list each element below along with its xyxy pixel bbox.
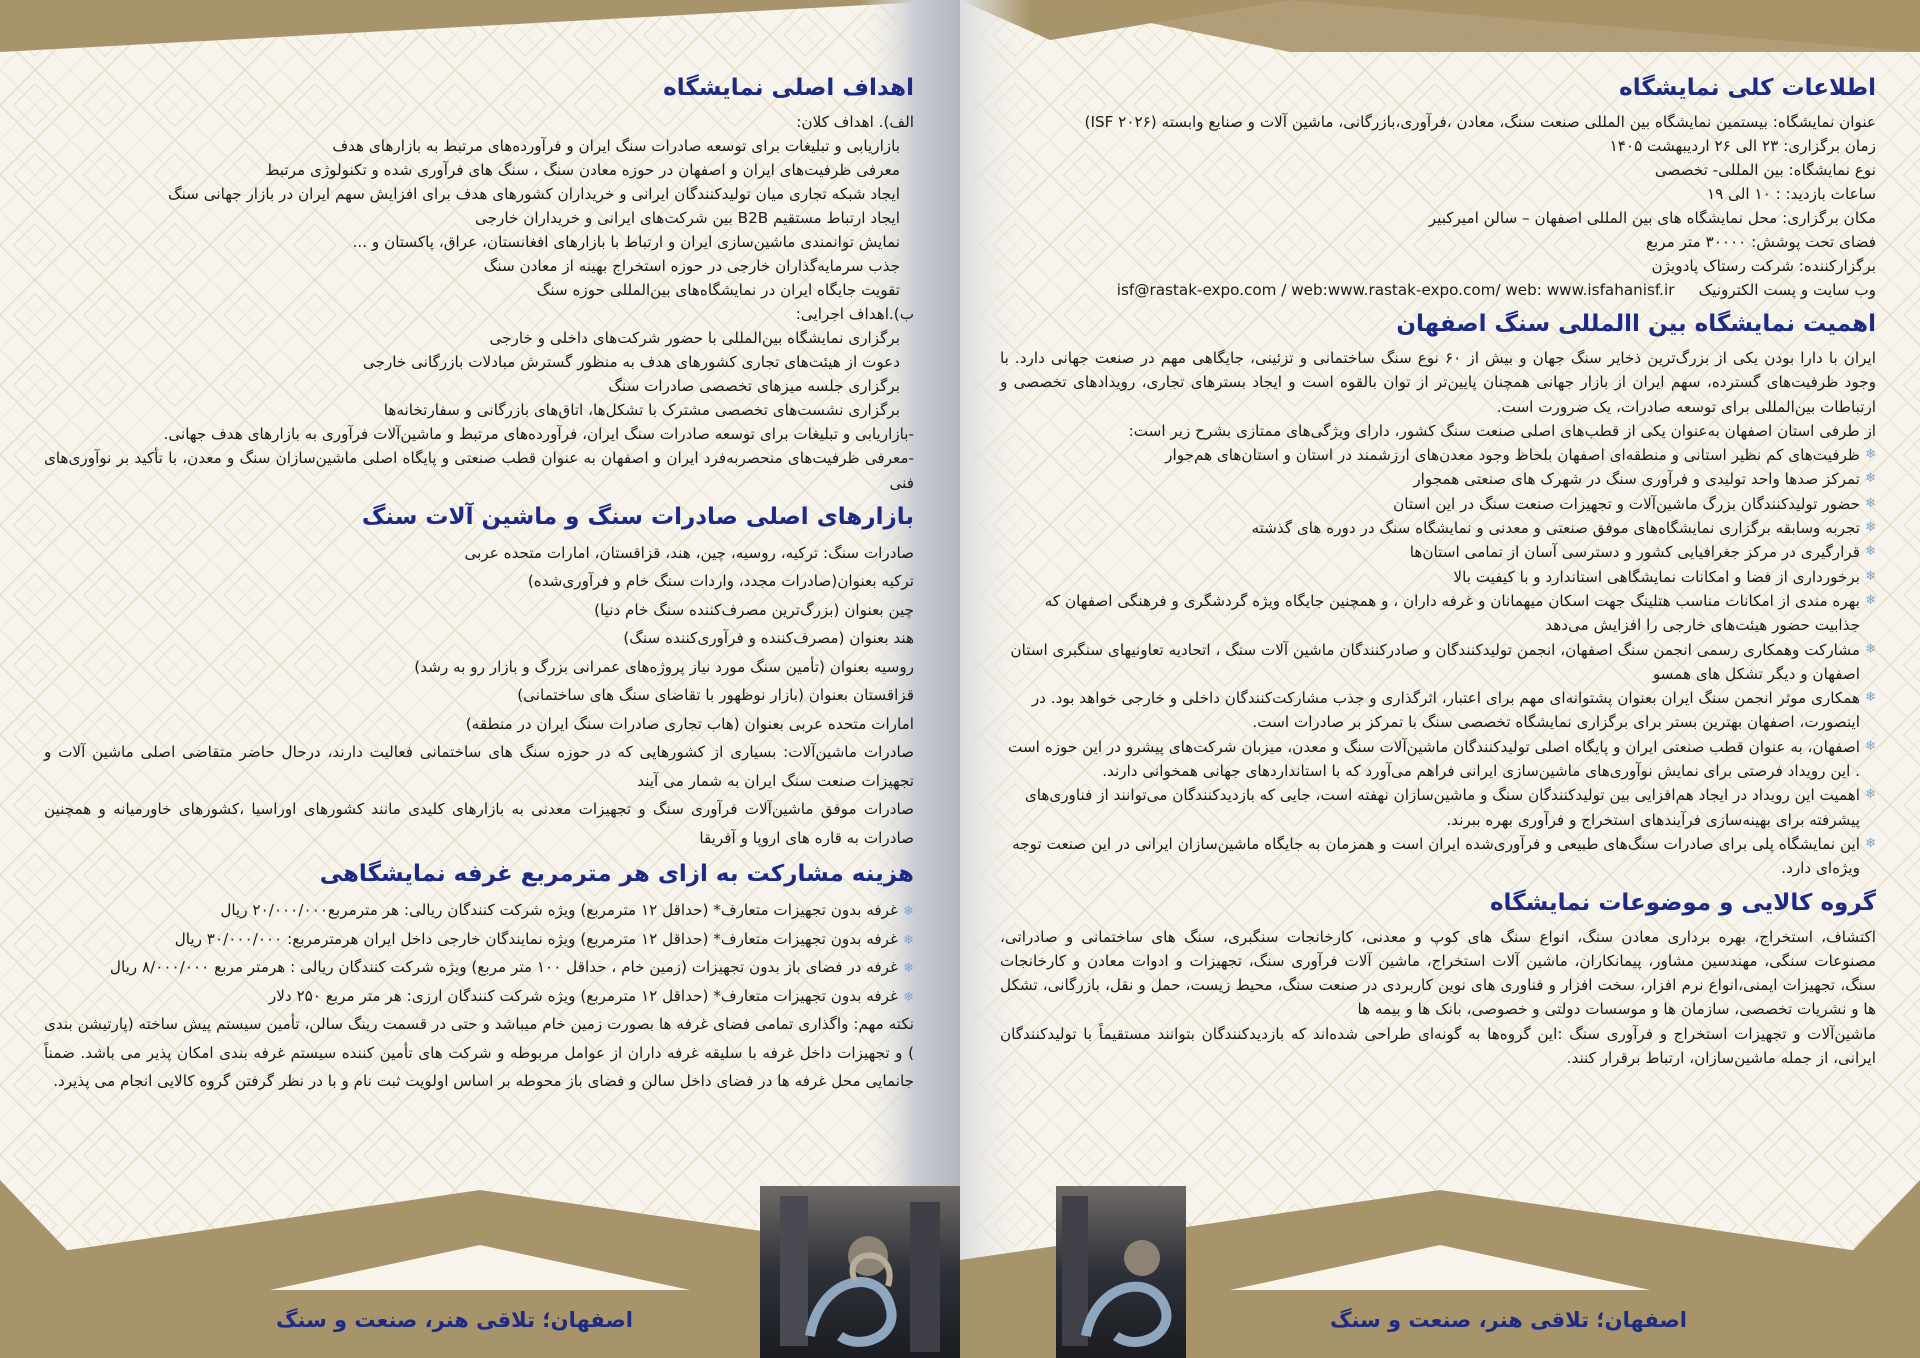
- market-line: امارات متحده عربی بعنوان (هاب تجاری صادرات سنگ ایران در منطقه): [465, 714, 914, 733]
- executive-goals-title: ب).اهداف اجرایی:: [795, 305, 914, 323]
- snowflake-bullet-icon: ❄: [1865, 835, 1876, 851]
- web-email-links[interactable]: isf@rastak-expo.com / web:www.rastak-expo.com/ web: www.isfahanisf.ir: [1116, 281, 1675, 299]
- snowflake-bullet-icon: ❄: [903, 904, 914, 920]
- macro-goal-item: جذب سرمایه‌گذاران خارجی در حوزه استخراج بهینه از معادن سنگ: [483, 257, 900, 275]
- info-area-line: فضای تحت پوشش: ۳۰۰۰۰ متر مربع: [1645, 233, 1876, 251]
- web-label: وب سایت و پست الکترونیک: [1698, 281, 1876, 299]
- executive-goal-item: برگزاری نشست‌های تخصصی مشترک با تشکل‌ها، اتاق‌های بازرگانی و سفارتخانه‌ها: [383, 401, 900, 419]
- goals-heading: اهداف اصلی نمایشگاه: [663, 75, 914, 101]
- fee-item: ❄ غرفه بدون تجهیزات متعارف* (حداقل ۱۲ مترمربع) ویژه شرکت کنندگان ریالی: هر مترمربع۲۰/۰۰۰/۰۰۰ ریال: [44, 896, 914, 925]
- importance-bullet: ❄ اصفهان، به عنوان قطب صنعتی ایران و پایگاه اصلی تولیدکنندگان ماشین‌آلات سنگ و معدن، میزبان شرکت‌های پیشرو در این حوزه است . این رویداد فرصتی برای نمایش نوآوری‌های ماشین‌سازی ایرانی فراهم می‌آورد که با استانداردهای جهانی همخوانی دارند.: [1000, 735, 1876, 784]
- info-hours-line: ساعات بازدید: : ۱۰ الی ۱۹: [1706, 185, 1876, 203]
- info-date-line: زمان برگزاری: ۲۳ الی ۲۶ اردیبهشت ۱۴۰۵: [1609, 137, 1876, 155]
- macro-goal-item: ایجاد شبکه تجاری میان تولیدکنندگان ایرانی و خریداران کشورهای هدف برای افزایش سهم ایران در بازار جهانی سنگ: [168, 185, 900, 203]
- successful-export-text: صادرات موفق ماشین‌آلات فرآوری سنگ و تجهیزات معدنی به بازارهای کلیدی مانند کشورهای اوراسیا ،کشورهای خاورمیانه و همچنین صادرات به قاره های اروپا و آفریقا: [44, 800, 914, 847]
- snowflake-bullet-icon: ❄: [1865, 568, 1876, 584]
- market-line: هند بعنوان (مصرف‌کننده و فرآوری‌کننده سنگ): [623, 629, 914, 648]
- tagline-right: اصفهان؛ تلاقی هنر، صنعت و سنگ: [1330, 1308, 1687, 1332]
- importance-bullet: ❄ این نمایشگاه پلی برای صادرات سنگ‌های طبیعی و فرآوری‌شده ایران است و همزمان به جایگاه ماشین‌سازان ایرانی در این صنعت توجه ویژه‌ای دارد.: [1000, 832, 1876, 881]
- important-note: نکته مهم: واگذاری تمامی فضای غرفه ها بصورت زمین خام میباشد و حتی در قسمت رینگ سالن، تأمین سیستم پیش ساخته (پارتیشن بندی ) و تجهیزات داخل غرفه با سلیقه غرفه داران از عوامل مربوطه و شرکت های تأمین کننده سیستم غرفه بندی امکان پذیر می باشد. ضمناً جانمایی محل غرفه ها در فضای داخل سالن و فضای باز محوطه بر اساس اولویت ثبت نام و با در نظر گرفتن گروه کالایی انجام می پذیرد.: [44, 1015, 914, 1091]
- snowflake-bullet-icon: ❄: [1865, 738, 1876, 754]
- fee-item: ❄ غرفه در فضای باز بدون تجهیزات (زمین خام ، حداقل ۱۰۰ متر مربع) ویژه شرکت کنندگان ریالی : هرمتر مربع ۸/۰۰۰/۰۰۰ ریال: [44, 953, 914, 982]
- market-line: صادرات سنگ: ترکیه، روسیه، چین، هند، قزاقستان، امارات متحده عربی: [464, 543, 914, 562]
- macro-goal-item: بازاریابی و تبلیغات برای توسعه صادرات سنگ ایران و فرآورده‌های مرتبط به بازارهای هدف: [332, 137, 900, 155]
- importance-bullet: ❄ بهره مندی از امکانات مناسب هتلینگ جهت اسکان میهمانان و غرفه داران ، و همچنین جایگاه ویژه گردشگری و فرهنگی اصفهان که جذابیت حضور هیئت‌های خارجی را افزایش می‌دهد: [1000, 589, 1876, 638]
- left-panel: [44, 72, 914, 1102]
- market-line: ترکیه بعنوان(صادرات مجدد، واردات سنگ خام و فرآوری‌شده): [527, 572, 914, 591]
- importance-intro: ایران با دارا بودن یکی از بزرگ‌ترین ذخایر سنگ جهان و بیش از ۶۰ نوع سنگ ساختمانی و تزئینی، جایگاهی مهم در صنعت جهانی دارد. با وجود ظرفیت‌های گسترده، سهم ایران از بازار جهانی همچنان پایین‌تر از توان بالقوه است و ایجاد بسترهای تجاری، رویدادهای تخصصی و ارتباطات بین‌المللی برای توسعه صادرات، یک ضرورت است.: [1000, 349, 1876, 416]
- markets-section: [44, 501, 914, 853]
- executive-goal-item: دعوت از هیئت‌های تجاری کشورهای هدف به منظور گسترش مبادلات بازرگانی خارجی: [362, 353, 900, 371]
- goals-section: [44, 72, 914, 495]
- importance-bullet: ❄ همکاری موثر انجمن سنگ ایران بعنوان پشتوانه‌ای مهم برای اعتبار، اثرگذاری و جذب مشارکت‌کنندگان داخلی و خارجی خواهد بود. در اینصورت، اصفهان بهترین بستر برای برگزاری نمایشگاه تخصصی سنگ با تمرکز بر صادرات است.: [1000, 686, 1876, 735]
- fee-item: ❄ غرفه بدون تجهیزات متعارف* (حداقل ۱۲ مترمربع) ویژه نمایندگان خارجی داخل ایران هرمترمربع: ۳۰/۰۰۰/۰۰۰ ریال: [44, 925, 914, 954]
- snowflake-bullet-icon: ❄: [903, 932, 914, 948]
- importance-bullet: ❄ تجربه وسابقه برگزاری نمایشگاه‌های موفق صنعتی و معدنی و نمایشگاه سنگ در دوره های گذشته: [1000, 516, 1876, 540]
- stone-artwork-image-left: [760, 1186, 960, 1358]
- macro-goal-item: تقویت جایگاه ایران در نمایشگاه‌های بین‌المللی حوزه سنگ: [536, 281, 900, 299]
- product-groups-section: [1000, 887, 1876, 1071]
- importance-heading: اهمیت نمایشگاه بین االمللی سنگ اصفهان: [1396, 311, 1876, 337]
- general-info-heading: اطلاعات کلی نمایشگاه: [1619, 75, 1876, 101]
- executive-goal-item: برگزاری جلسه میزهای تخصصی صادرات سنگ: [608, 377, 900, 395]
- snowflake-bullet-icon: ❄: [1865, 544, 1876, 560]
- snowflake-bullet-icon: ❄: [1865, 471, 1876, 487]
- snowflake-bullet-icon: ❄: [1865, 447, 1876, 463]
- market-line: چین بعنوان (بزرگ‌ترین مصرف‌کننده سنگ خام دنیا): [594, 600, 914, 619]
- macro-goal-item: ایجاد ارتباط مستقیم B2B بین شرکت‌های ایرانی و خریداران خارجی: [475, 209, 900, 227]
- right-panel: [1000, 72, 1876, 1076]
- machines-export-text: صادرات ماشین‌آلات: بسیاری از کشورهایی که در حوزه سنگ های ساختمانی فعالیت دارند، درحال حاضر متقاضی اصلی ماشین آلات و تجهیزات صنعت سنگ ایران به شمار می آیند: [44, 743, 914, 790]
- snowflake-bullet-icon: ❄: [1865, 592, 1876, 608]
- snowflake-bullet-icon: ❄: [903, 989, 914, 1005]
- info-organizer-line: برگزارکننده: شرکت رستاک پادویژن: [1651, 257, 1876, 275]
- macro-goals-title: الف). اهداف کلان:: [796, 113, 914, 131]
- importance-bullet: ❄ قرارگیری در مرکز جغرافیایی کشور و دسترسی آسان از تمامی استان‌ها: [1000, 540, 1876, 564]
- snowflake-bullet-icon: ❄: [1865, 690, 1876, 706]
- snowflake-bullet-icon: ❄: [1865, 787, 1876, 803]
- importance-bullet: ❄ ظرفیت‌های کم نظیر استانی و منطقه‌ای اصفهان بلحاظ وجود معدن‌های ارزشمند در استان و استان‌های هم‌جوار: [1000, 443, 1876, 467]
- fee-item: ❄ غرفه بدون تجهیزات متعارف* (حداقل ۱۲ مترمربع) ویژه شرکت کنندگان ارزی: هر متر مربع ۲۵۰ دلار: [44, 982, 914, 1011]
- goal-extra-item: -معرفی ظرفیت‌های منحصربه‌فرد ایران و اصفهان به عنوان قطب صنعتی و پایگاه اصلی ماشین‌سازان سنگ و معدن، با تأکید بر نوآوری‌های فنی: [44, 449, 914, 492]
- macro-goal-item: نمایش توانمندی ماشین‌سازی ایران و ارتباط با بازارهای افغانستان، عراق، پاکستان و ...: [352, 233, 900, 251]
- snowflake-bullet-icon: ❄: [1865, 520, 1876, 536]
- product-groups-heading: گروه کالایی و موضوعات نمایشگاه: [1489, 889, 1876, 916]
- markets-heading: بازارهای اصلی صادرات سنگ و ماشین آلات سنگ: [361, 503, 914, 530]
- stone-artwork-image-right: [1056, 1186, 1186, 1358]
- tagline-left: اصفهان؛ تلاقی هنر، صنعت و سنگ: [276, 1308, 633, 1332]
- market-line: قزاقستان بعنوان (بازار نوظهور با تقاضای سنگ های ساختمانی): [517, 686, 914, 705]
- product-groups-text: اکتشاف، استخراج، بهره برداری معادن سنگ، انواع سنگ های کوپ و معدنی، کارخانجات سنگبری، سنگ های ساختمانی و صادراتی، مصنوعات سنگی، مهندسین مشاور، پیمانکاران، ماشین آلات استخراج، ماشین آلات فرآوری سنگ، تجهیزات و ادوات معادن و کارخانجات سنگ، تجهیزات ایمنی،انواع نرم افزار، سخت افزار و فناوری های نوین کاربردی در صنعت سنگ، محیط زیست، حمل و نقل، بازرگانی، تشکل ها و نشریات تخصصی، سازمان ها و موسسات دولتی و خصوصی، بانک ها و بیمه ها: [1000, 927, 1876, 1019]
- importance-bullet: ❄ مشارکت وهمکاری رسمی انجمن سنگ اصفهان، انجمن تولیدکنندگان و صادرکنندگان ماشین آلات سنگ ، اتحادیه تعاونیهای سنگبری استان اصفهان و دیگر تشکل های همسو: [1000, 638, 1876, 687]
- importance-bullet: ❄ تمرکز صدها واحد تولیدی و فرآوری سنگ در شهرک های صنعتی همجوار: [1000, 467, 1876, 491]
- info-venue-line: مکان برگزاری: محل نمایشگاه های بین المللی اصفهان – سالن امیرکبیر: [1428, 209, 1876, 227]
- product-groups-machines-text: ماشین‌آلات و تجهیزات استخراج و فرآوری سنگ :این گروه‌ها به گونه‌ای طراحی شده‌اند که بازدیدکنندگان بتوانند مستقیماً با تولیدکنندگان ایرانی، از جمله ماشین‌سازان، ارتباط برقرار کنند.: [1000, 1024, 1876, 1068]
- market-line: روسیه بعنوان (تأمین سنگ مورد نیاز پروژه‌های عمرانی بزرگ و بازار رو به رشد): [414, 657, 914, 676]
- info-title-line: عنوان نمایشگاه: بیستمین نمایشگاه بین المللی صنعت سنگ، معادن ،فرآوری،بازرگانی، ماشین آلات و صنایع وابسته (ISF ۲۰۲۶): [1084, 113, 1876, 131]
- importance-bullet: ❄ برخورداری از فضا و امکانات نمایشگاهی استاندارد و با کیفیت بالا: [1000, 565, 1876, 589]
- importance-bullet: ❄ اهمیت این رویداد در ایجاد هم‌افزایی بین تولیدکنندگان سنگ و ماشین‌سازان نهفته است، جایی که بازدیدکنندگان می‌توانند از فناوری‌های پیشرفته برای بهینه‌سازی فرآیندهای استخراج و فرآوری بهره ببرند.: [1000, 783, 1876, 832]
- executive-goal-item: برگزاری نمایشگاه بین‌المللی با حضور شرکت‌های داخلی و خارجی: [489, 329, 900, 347]
- snowflake-bullet-icon: ❄: [1865, 641, 1876, 657]
- fees-section: [44, 858, 914, 1096]
- info-web-line: [1000, 278, 1876, 302]
- snowflake-bullet-icon: ❄: [903, 961, 914, 977]
- general-info-section: [1000, 72, 1876, 302]
- importance-bullet: ❄ حضور تولیدکنندگان بزرگ ماشین‌آلات و تجهیزات صنعت سنگ در این استان: [1000, 492, 1876, 516]
- fees-heading: هزینه مشارکت به ازای هر مترمربع غرفه نمایشگاهی: [319, 861, 914, 888]
- importance-section: [1000, 308, 1876, 881]
- macro-goal-item: معرفی ظرفیت‌های ایران و اصفهان در حوزه معادن سنگ ، سنگ های فرآوری شده و تکنولوژی مرتبط: [265, 161, 900, 179]
- importance-intro-2: از طرفی استان اصفهان به‌عنوان یکی از قطب‌های اصلی صنعت سنگ کشور، دارای ویژگی‌های ممتازی بشرح زیر است:: [1128, 421, 1876, 440]
- info-type-line: نوع نمایشگاه: بین المللی- تخصصی: [1654, 161, 1876, 179]
- snowflake-bullet-icon: ❄: [1865, 495, 1876, 511]
- goal-extra-item: -بازاریابی و تبلیغات برای توسعه صادرات سنگ ایران، فرآورده‌های مرتبط و ماشین‌آلات فرآوری به بازارهای هدف جهانی.: [163, 425, 914, 443]
